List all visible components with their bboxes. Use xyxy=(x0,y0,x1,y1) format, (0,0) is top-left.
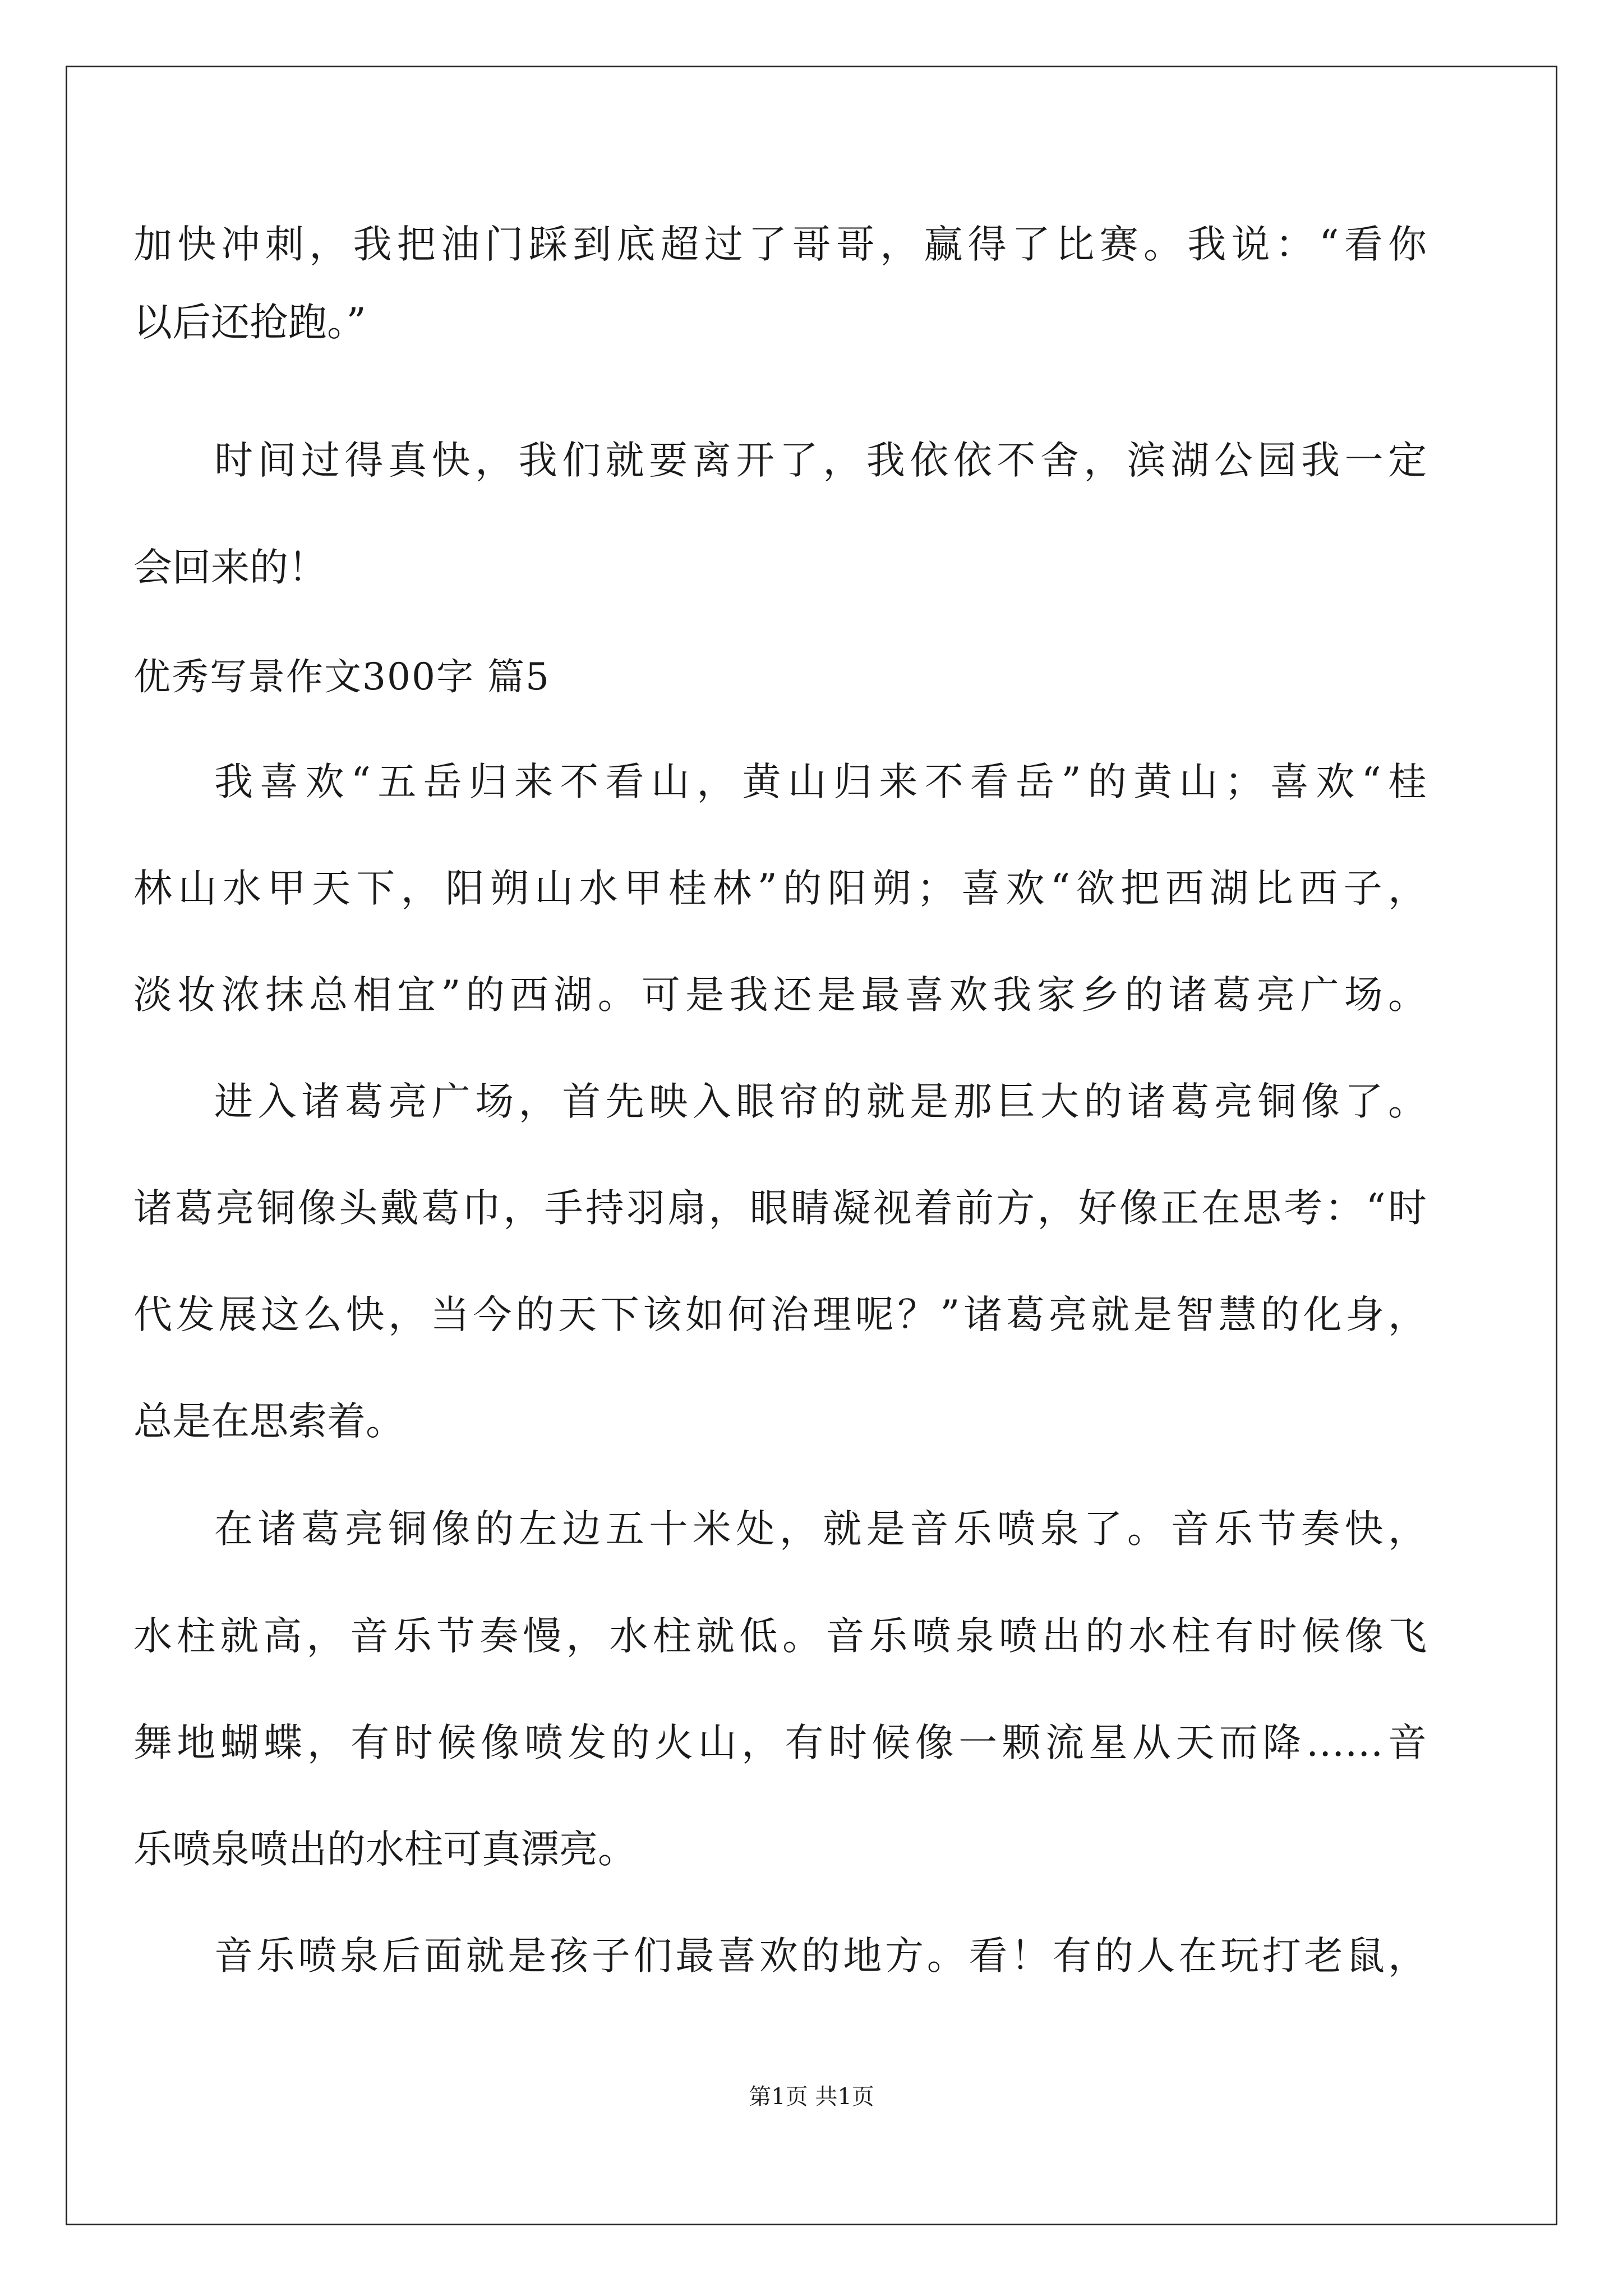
paragraph-line: 我喜欢“五岳归来不看山，黄山归来不看岳”的黄山；喜欢“桂 xyxy=(214,760,1427,804)
paragraph-line: 进入诸葛亮广场，首先映入眼帘的就是那巨大的诸葛亮铜像了。 xyxy=(214,1079,1427,1124)
paragraph-line: 以后还抢跑。” xyxy=(133,300,366,345)
paragraph-line: 总是在思索着。 xyxy=(133,1399,404,1444)
paragraph-line: 音乐喷泉后面就是孩子们最喜欢的地方。看！有的人在玩打老鼠， xyxy=(214,1934,1427,1978)
section-heading: 优秀写景作文300字 篇5 xyxy=(133,655,550,698)
paragraph-line: 在诸葛亮铜像的左边五十米处，就是音乐喷泉了。音乐节奏快， xyxy=(214,1507,1427,1552)
paragraph-line: 代发展这么快，当今的天下该如何治理呢？”诸葛亮就是智慧的化身， xyxy=(133,1292,1427,1337)
paragraph-line: 会回来的！ xyxy=(133,545,327,590)
page-footer: 第1页 共1页 xyxy=(749,2084,874,2110)
paragraph-line: 诸葛亮铜像头戴葛巾，手持羽扇，眼睛凝视着前方，好像正在思考：“时 xyxy=(133,1186,1427,1231)
paragraph-line: 舞地蝴蝶，有时候像喷发的火山，有时候像一颗流星从天而降……音 xyxy=(133,1720,1427,1765)
paragraph-line: 水柱就高，音乐节奏慢，水柱就低。音乐喷泉喷出的水柱有时候像飞 xyxy=(133,1614,1427,1659)
paragraph-line: 林山水甲天下，阳朔山水甲桂林”的阳朔；喜欢“欲把西湖比西子， xyxy=(133,866,1427,911)
paragraph-line: 淡妆浓抹总相宜”的西湖。可是我还是最喜欢我家乡的诸葛亮广场。 xyxy=(133,973,1427,1018)
paragraph-line: 加快冲刺，我把油门踩到底超过了哥哥，赢得了比赛。我说：“看你 xyxy=(133,222,1427,267)
page-border xyxy=(66,66,1557,2225)
paragraph-line: 时间过得真快，我们就要离开了，我依依不舍，滨湖公园我一定 xyxy=(214,438,1427,483)
paragraph-line: 乐喷泉喷出的水柱可真漂亮。 xyxy=(133,1827,637,1872)
